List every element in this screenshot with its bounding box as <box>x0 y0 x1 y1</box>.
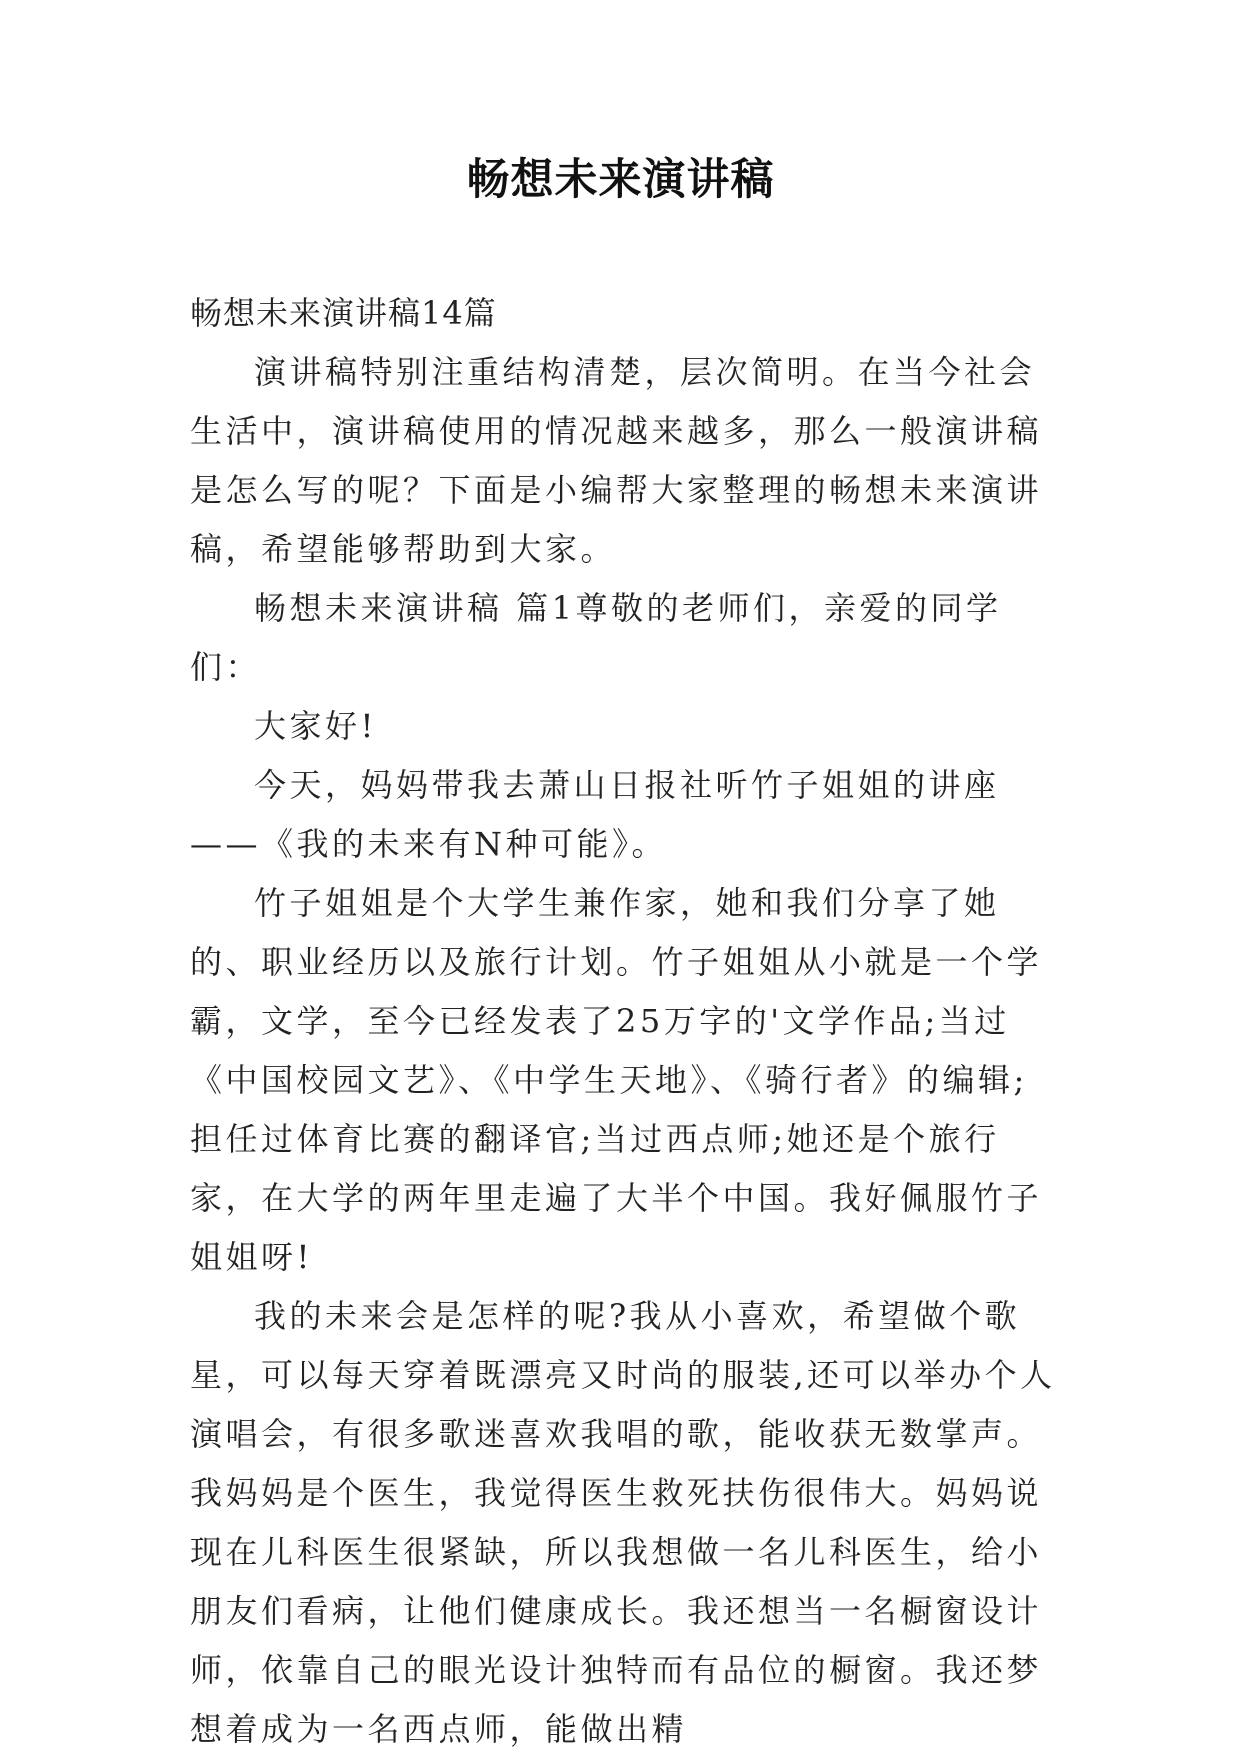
intro-paragraph: 演讲稿特别注重结构清楚，层次简明。在当今社会生活中，演讲稿使用的情况越来越多，那么一般演讲稿是怎么写的呢？下面是小编帮大家整理的畅想未来演讲稿，希望能够帮助到大家。 <box>190 353 1043 568</box>
document-title: 畅想未来演讲稿 <box>466 155 775 205</box>
future-dreams-paragraph: 我的未来会是怎样的呢?我从小喜欢，希望做个歌星，可以每天穿着既漂亮又时尚的服装,还可以举办个人演唱会，有很多歌迷喜欢我唱的歌，能收获无数掌声。我妈妈是个医生，我觉得医生救死扶伤很伟大。妈妈说现在儿科医生很紧缺，所以我想做一名儿科医生，给小朋友们看病，让他们健康成长。我还想当一名橱窗设计师，依靠自己的眼光设计独特而有品位的橱窗。我还梦想着成为一名西点师，能做出精 <box>190 1297 1056 1748</box>
author-bio-paragraph: 竹子姐姐是个大学生兼作家，她和我们分享了她的、职业经历以及旅行计划。竹子姐姐从小就是一个学霸，文学，至今已经发表了25万字的'文学作品;当过《中国校园文艺》、《中学生天地》、《骑行者》的编辑;担任过体育比赛的翻译官;当过西点师;她还是个旅行家，在大学的两年里走遍了大半个中国。我好佩服竹子姐姐呀! <box>190 884 1043 1276</box>
greeting-paragraph: 大家好! <box>254 707 377 745</box>
speech-heading-paragraph: 畅想未来演讲稿 篇1尊敬的老师们，亲爱的同学们： <box>190 589 1002 686</box>
lecture-paragraph: 今天，妈妈带我去萧山日报社听竹子姐姐的讲座——《我的未来有N种可能》。 <box>190 766 1000 863</box>
document-body <box>190 284 1056 1759</box>
document-subtitle: 畅想未来演讲稿14篇 <box>190 294 497 332</box>
